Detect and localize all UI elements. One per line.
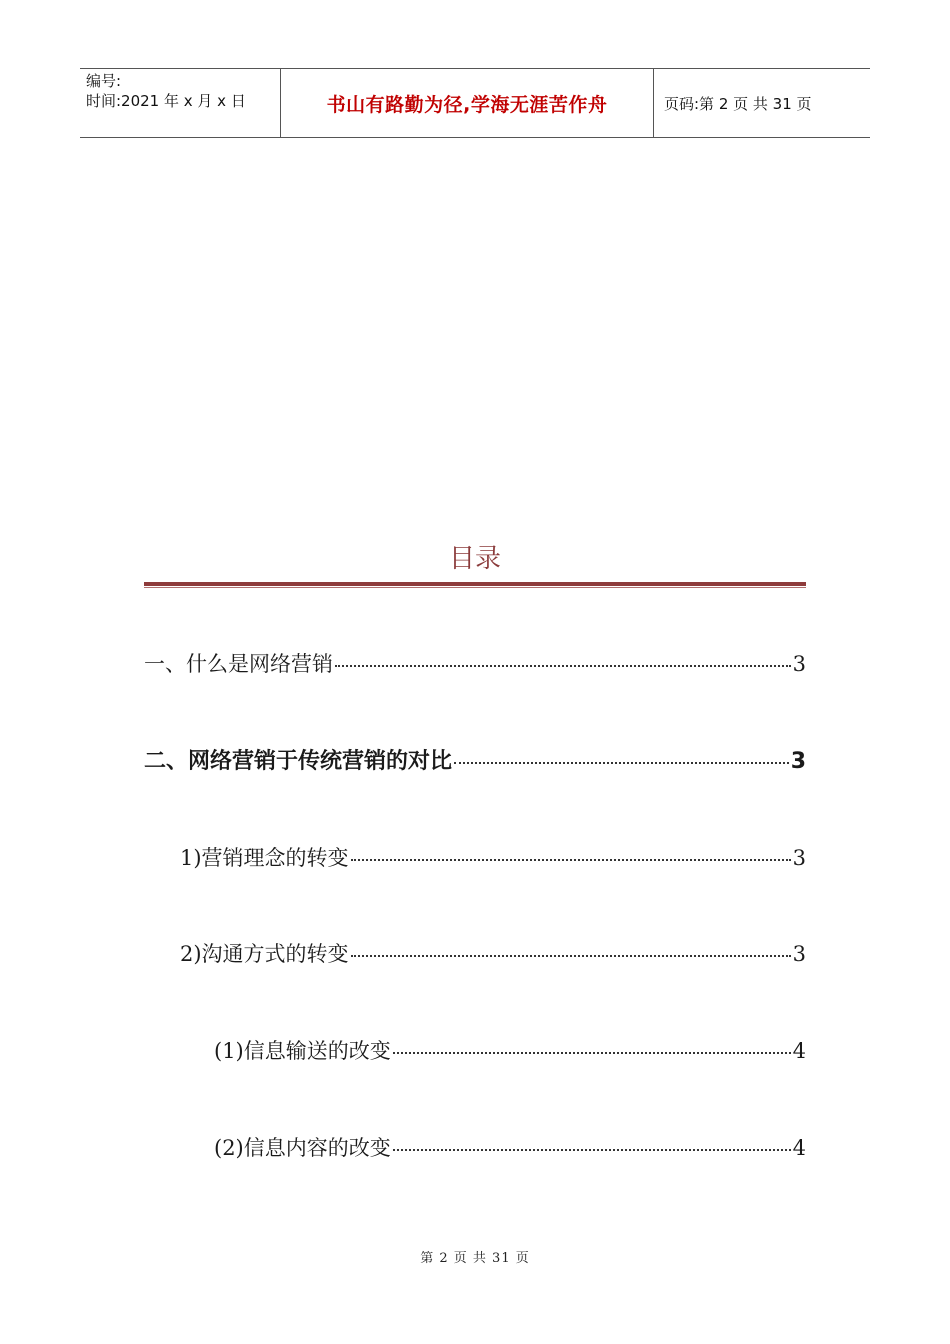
toc-entry-label: 一、什么是网络营销: [144, 652, 333, 676]
toc-entry-label: (2)信息内容的改变: [214, 1136, 391, 1160]
page-footer: 第 2 页 共 31 页: [420, 1251, 530, 1266]
toc-leader-dots: [393, 1052, 791, 1054]
toc-entry-page: 3: [792, 846, 806, 870]
toc-entry-page: 3: [792, 942, 806, 966]
header-motto: 书山有路勤为径,学海无涯苦作舟: [281, 69, 654, 137]
toc-title: 目录: [448, 544, 501, 574]
document-date: 时间:2021 年 x 月 x 日: [86, 92, 246, 110]
header-meta: [80, 69, 281, 137]
toc-entry-page: 3: [790, 749, 806, 774]
toc-leader-dots: [351, 859, 791, 861]
page-header: [80, 68, 870, 138]
toc-entry[interactable]: [180, 938, 806, 968]
toc-entry-label: (1)信息输送的改变: [214, 1039, 391, 1063]
toc-entry-label: 二、网络营销于传统营销的对比: [144, 749, 453, 774]
toc-entry-page: 4: [792, 1136, 806, 1160]
document-number-label: 编号:: [86, 72, 122, 90]
toc-entry[interactable]: [214, 1132, 806, 1162]
toc-leader-dots: [335, 665, 791, 667]
toc-entry[interactable]: [214, 1035, 806, 1065]
toc-leader-dots: [351, 955, 791, 957]
toc-leader-dots: [454, 762, 789, 764]
toc-entry[interactable]: [144, 744, 806, 775]
toc-leader-dots: [393, 1149, 791, 1151]
toc-entry[interactable]: [180, 842, 806, 872]
toc-title-divider: [144, 582, 806, 588]
toc-entry-label: 1)营销理念的转变: [180, 846, 349, 870]
toc-entry-page: 3: [792, 652, 806, 676]
header-page-info: 页码:第 2 页 共 31 页: [664, 94, 812, 113]
toc-entry[interactable]: [144, 648, 806, 678]
toc-entry-label: 2)沟通方式的转变: [180, 942, 349, 966]
toc-entry-page: 4: [792, 1039, 806, 1063]
